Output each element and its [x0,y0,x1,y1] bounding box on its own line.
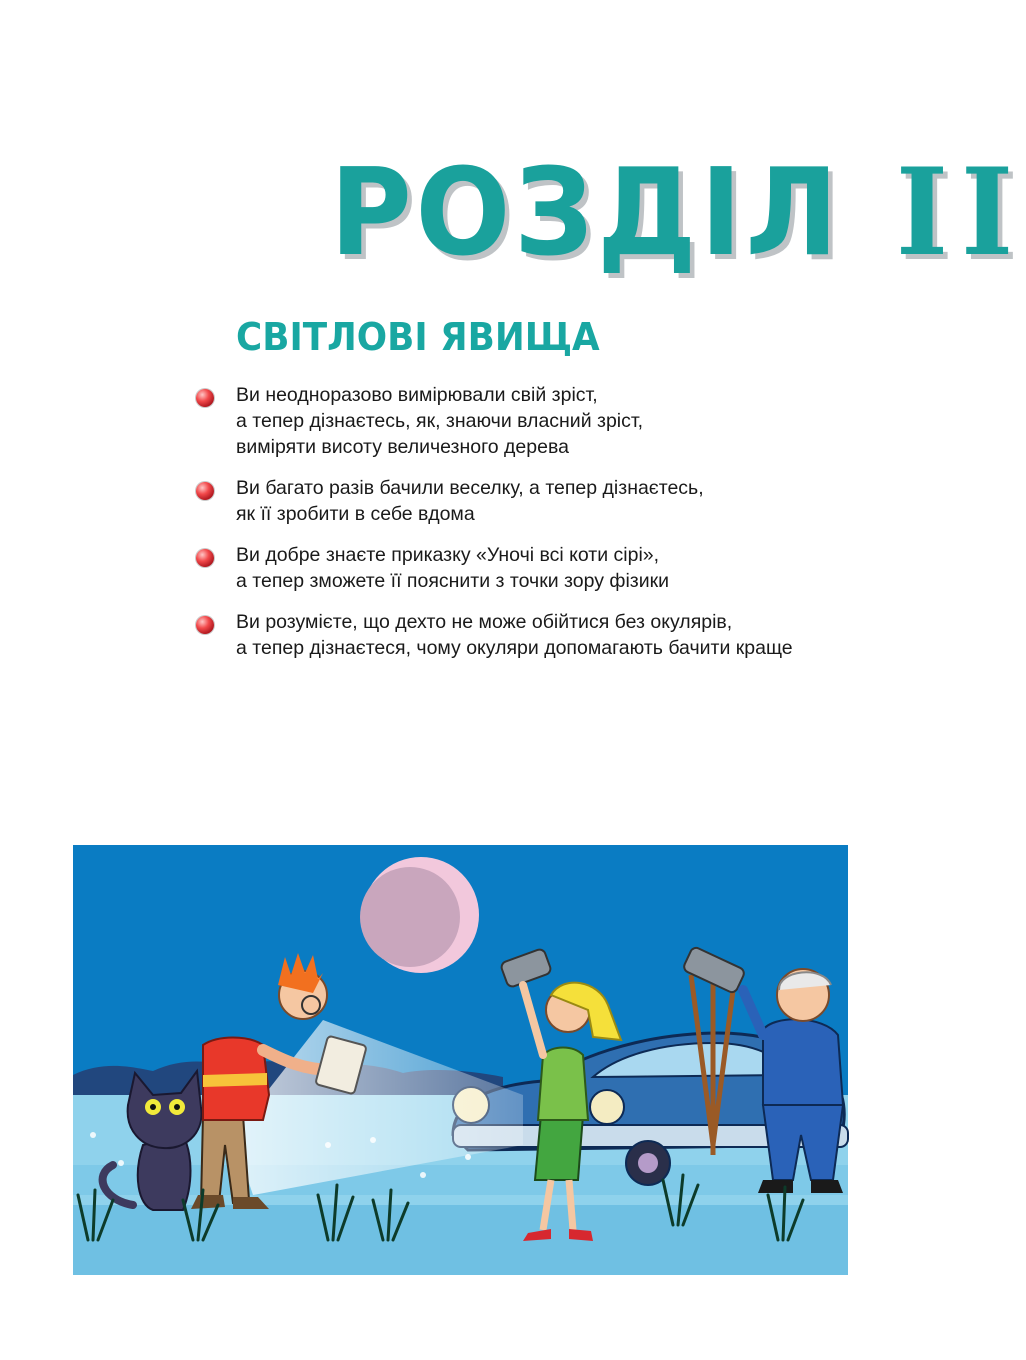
red-bullet-icon [196,616,214,634]
red-bullet-icon [196,549,214,567]
water-band [73,1205,848,1275]
red-bullet-icon [196,482,214,500]
chapter-intro-list [196,382,896,676]
red-bullet-icon [196,389,214,407]
list-item-line: виміряти висоту величезного дерева [236,436,569,458]
list-item-line: Ви розумієте, що дехто не може обійтися без окулярів, [236,611,733,633]
list-item-line: Ви добре знаєте приказку «Уночі всі коти сірі», [236,544,660,566]
list-item-line: а тепер зможете її пояснити з точки зору фізики [236,570,670,592]
section-title: СВІТЛОВІ ЯВИЩА [236,315,600,359]
list-item-line: як її зробити в себе вдома [236,503,475,525]
list-item-line: а тепер дізнаєтеся, чому окуляри допомагають бачити краще [236,637,793,659]
list-item [196,609,896,661]
list-item [196,542,896,594]
list-item-line: Ви неодноразово вимірювали свій зріст, [236,384,598,406]
chapter-word: РОЗДІЛ [330,144,842,283]
chapter-numeral: II [895,142,1026,283]
night-scene-svg [73,845,848,1275]
list-item [196,382,896,460]
list-item-line: а тепер дізнаєтесь, як, знаючи власний зріст, [236,410,644,432]
night-scene-illustration [73,845,848,1275]
chapter-title [330,142,1026,283]
list-item [196,475,896,527]
list-item-line: Ви багато разів бачили веселку, а тепер дізнаєтесь, [236,477,704,499]
